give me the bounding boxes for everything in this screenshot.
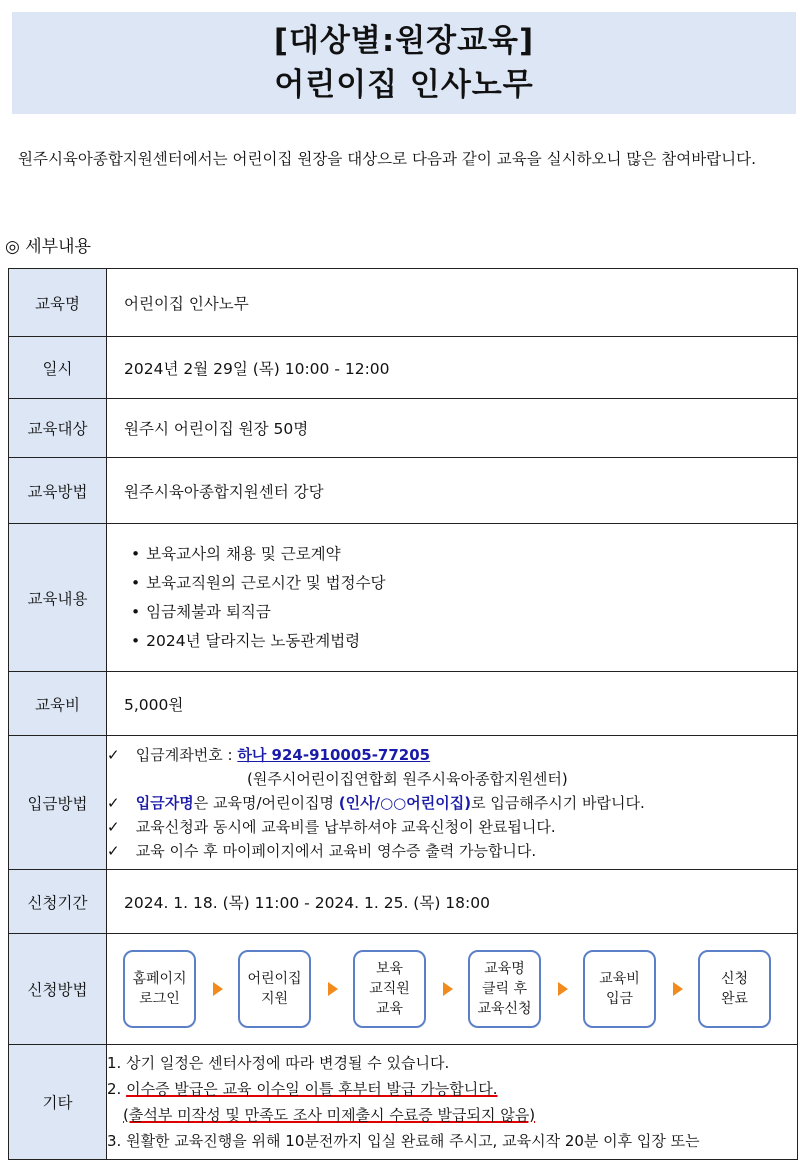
apply-step-line: 로그인 <box>139 991 180 1007</box>
list-item: • 보육교직원의 근로시간 및 법정수당 <box>131 569 797 598</box>
apply-step-line: 지원 <box>260 991 289 1007</box>
apply-step-line: 보육 <box>375 961 404 977</box>
apply-step <box>698 950 771 1028</box>
depositor-end: 로 입금해주시기 바랍니다. <box>471 793 645 812</box>
apply-period: 2024. 1. 18. (목) 11:00 - 2024. 1. 25. (목) 18:00 <box>107 870 798 934</box>
section-title: 세부내용 <box>25 237 91 257</box>
row-label: 교육내용 <box>9 524 107 672</box>
apply-step <box>238 950 311 1028</box>
etc-note-2-number: 2. <box>107 1080 127 1098</box>
depositor-example: (인사/○○어린이집) <box>338 793 472 812</box>
apply-step-line: 홈페이지 <box>132 971 187 987</box>
course-datetime: 2024년 2월 29일 (목) 10:00 - 12:00 <box>107 337 798 399</box>
apply-flow <box>119 950 797 1028</box>
apply-step-label <box>721 969 748 1009</box>
etc-note-2 <box>107 1076 797 1102</box>
table-row <box>9 399 798 458</box>
payment-note-text: 교육신청과 동시에 교육비를 납부하셔야 교육신청이 완료됩니다. <box>135 817 556 836</box>
check-icon: ✓ <box>107 841 120 860</box>
check-icon: ✓ <box>107 745 120 764</box>
details-table <box>8 268 798 1160</box>
depositor-mid: 은 교육명/어린이집명 <box>193 793 334 812</box>
table-row <box>9 337 798 399</box>
payment-info <box>107 736 798 870</box>
arrow-right-icon <box>213 982 223 996</box>
arrow-right-icon <box>558 982 568 996</box>
apply-step <box>583 950 656 1028</box>
etc-note-3: 3. 원활한 교육진행을 위해 10분전까지 입실 완료해 주시고, 교육시작 20분 이후 입장 또는 <box>107 1132 700 1150</box>
table-row <box>9 1045 798 1160</box>
course-content <box>107 524 798 672</box>
row-label: 입금방법 <box>9 736 107 870</box>
apply-step-line: 교육명 <box>484 961 525 977</box>
course-name: 어린이집 인사노무 <box>107 269 798 337</box>
account-holder: (원주시어린이집연합회 원주시육아종합지원센터) <box>247 769 568 788</box>
row-label: 교육명 <box>9 269 107 337</box>
list-item: • 임금체불과 퇴직금 <box>131 598 797 627</box>
apply-step-line: 신청 <box>720 971 749 987</box>
row-label: 신청방법 <box>9 934 107 1045</box>
apply-step-line: 교육비 <box>599 971 640 987</box>
row-label: 교육방법 <box>9 458 107 524</box>
check-icon: ✓ <box>107 793 120 812</box>
row-label: 교육비 <box>9 672 107 736</box>
arrow-right-icon <box>673 982 683 996</box>
etc-notes <box>107 1045 798 1160</box>
title-banner <box>12 12 796 114</box>
table-row <box>9 458 798 524</box>
table-row <box>9 934 798 1045</box>
apply-step-line: 교육신청 <box>477 1001 532 1017</box>
row-label: 신청기간 <box>9 870 107 934</box>
apply-step-line: 교육 <box>375 1001 404 1017</box>
row-label: 기타 <box>9 1045 107 1160</box>
etc-note-2-sub-text: (출석부 미작성 및 만족도 조사 미제출시 수료증 발급되지 않음) <box>123 1106 536 1124</box>
account-label: 입금계좌번호 : <box>135 745 233 764</box>
apply-step-line: 교직원 <box>369 981 410 997</box>
receipt-note <box>107 839 797 863</box>
apply-step-line: 입금 <box>605 991 634 1007</box>
apply-step-label <box>369 959 410 1019</box>
list-item: • 2024년 달라지는 노동관계법령 <box>131 627 797 656</box>
depositor-label: 입금자명 <box>135 793 194 812</box>
apply-step <box>353 950 426 1028</box>
arrow-right-icon <box>328 982 338 996</box>
row-label: 일시 <box>9 337 107 399</box>
table-row <box>9 269 798 337</box>
payment-note <box>107 815 797 839</box>
content-list <box>124 540 797 656</box>
apply-step-label <box>477 959 531 1019</box>
apply-step-line: 어린이집 <box>247 971 302 987</box>
table-row <box>9 870 798 934</box>
etc-note-1: 1. 상기 일정은 센터사정에 따라 변경될 수 있습니다. <box>107 1054 450 1072</box>
section-heading <box>5 234 91 260</box>
etc-note-2-sub <box>107 1102 797 1128</box>
apply-step <box>468 950 541 1028</box>
receipt-note-text: 교육 이수 후 마이페이지에서 교육비 영수증 출력 가능합니다. <box>135 841 537 860</box>
etc-note-2-text: 이수증 발급은 교육 이수일 이틀 후부터 발급 가능합니다. <box>126 1080 498 1098</box>
table-row <box>9 524 798 672</box>
apply-step-label <box>247 969 301 1009</box>
apply-step-label <box>132 969 186 1009</box>
check-icon: ✓ <box>107 817 120 836</box>
account-line <box>107 743 797 767</box>
apply-step <box>123 950 196 1028</box>
table-row <box>9 736 798 870</box>
apply-step-line: 클릭 후 <box>481 981 527 997</box>
title-category: [대상별:원장교육] <box>273 23 535 59</box>
apply-step-label <box>599 969 640 1009</box>
intro-paragraph: 원주시육아종합지원센터에서는 어린이집 원장을 대상으로 다음과 같이 교육을 실시하오니 많은 참여바랍니다. <box>18 150 757 168</box>
row-label: 교육대상 <box>9 399 107 458</box>
table-row <box>9 672 798 736</box>
page-title: 어린이집 인사노무 <box>274 67 534 103</box>
apply-step-line: 완료 <box>720 991 749 1007</box>
arrow-right-icon <box>443 982 453 996</box>
course-method: 원주시육아종합지원센터 강당 <box>107 458 798 524</box>
course-fee: 5,000원 <box>107 672 798 736</box>
course-target: 원주시 어린이집 원장 50명 <box>107 399 798 458</box>
apply-steps <box>107 934 798 1045</box>
account-number-link[interactable]: 하나 924-910005-77205 <box>237 745 431 764</box>
double-circle-icon: ◎ <box>5 237 20 257</box>
depositor-line <box>107 791 797 815</box>
list-item: • 보육교사의 채용 및 근로계약 <box>131 540 797 569</box>
